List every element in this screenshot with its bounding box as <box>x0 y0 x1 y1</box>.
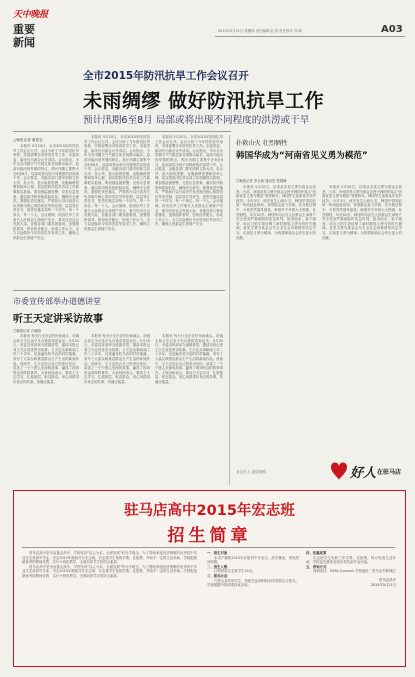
ad-title: 招生简章 <box>167 526 252 546</box>
ad-details-col-1: 一、招生对象 本市户籍的2015年应届初中毕业生，品学兼优，家庭经济困难。 二、招生人数 计划招收宏志班学生50名。 三、报名办法 凡符合条件的学生，持相关证明材料到学校招生办报名，学校根据中招成绩择优录取。 <box>207 551 299 588</box>
good-people-logo <box>323 458 407 486</box>
sidebar-kicker: 扑救山火 壮烈牺牲 <box>236 140 288 147</box>
second-kicker: 市委宣传部举办道德讲堂 <box>13 297 101 306</box>
masthead-logo <box>13 7 61 21</box>
ad-rule <box>22 547 395 548</box>
lead-subhead: 预计汛期6至8月 局部或将出现不同程度的洪涝或干旱 <box>83 115 310 126</box>
sidebar-body-col-2: 本报讯 5月20日，记者从市见义勇为基金会获悉，日前，河南省见义勇为基金会授予韩国华同志“河南省见义勇为模范”荣誉称号。韩国华生前系某乡村护林员。今年3月，该乡发生山林火灾，韩国华得知后第一时间赶赴现场，带领群众奋力扑救。在扑救过程中，火势突然借风蔓延，韩国华不幸被大火围困，壮烈牺牲，年仅52岁。韩国华同志在人民群众生命财产安全受到严重威胁的危急时刻，挺身而出，奋不顾身，用自己的生命诠释了新时期见义勇为的时代精神。省见义勇为基金会号召全社会向韩国华同志学习，弘扬见义勇为精神，为构建和谐社会作出更大的贡献。 <box>322 185 402 240</box>
section-label: 重要 新闻 <box>13 23 35 49</box>
lead-kicker: 全市2015年防汛抗旱工作会议召开 <box>83 70 249 82</box>
second-body-col-2: 本报讯 每天行走在农村田间地头，用镜头和文字记录平凡百姓的喜怒哀乐。5月20日，市委宣传部举办道德讲堂，邀请本报记者王天定讲述采访故事。王天定从事新闻工作二十多年，足迹遍布驻马店的村村落落，采写了大量反映基层群众生产生活的新闻作品。讲座中，王天定结合自己的采访经历，讲述了一个个感人至深的故事，赢得了现场听众的阵阵掌声。大家纷纷表示，要向王天定学习，扎根基层，贴近群众，用心用情讲好身边的故事，传播正能量。 <box>84 334 150 384</box>
second-headline: 听王天定讲采访故事 <box>13 314 103 325</box>
sidebar-byline: □晚报记者 李玉茹 通讯员 张国峰 <box>236 179 287 183</box>
ad-intro: 驻马店高中是市直重点高中，学校坚持“以人为本，全面发展”的办学理念，为了帮助家庭经济困难的优秀初中毕业生完成高中学业，决定2015年继续开办宏志班。宏志班学生免收学费、住宿费，并给予一定的生活补助，学校配备最优秀的教师任教，实行小班化教学，全面培养学生的综合素质。 驻马店高中是市直重点高中，学校坚持“以人为本，全面发展”的办学理念，为了帮助家庭经济困难的优秀初中毕业生完成高中学业，决定2015年继续开办宏志班。宏志班学生免收学费、住宿费，并给予一定的生活补助，学校配备最优秀的教师任教，实行小班化教学，全面培养学生的综合素质。 <box>22 551 197 578</box>
second-body-col-1: 本报讯 每天行走在农村田间地头，用镜头和文字记录平凡百姓的喜怒哀乐。5月20日，市委宣传部举办道德讲堂，邀请本报记者王天定讲述采访故事。王天定从事新闻工作二十多年，足迹遍布驻马店的村村落落，采写了大量反映基层群众生产生活的新闻作品。讲座中，王天定结合自己的采访经历，讲述了一个个感人至深的故事，赢得了现场听众的阵阵掌声。大家纷纷表示，要向王天定学习，扎根基层，贴近群众，用心用情讲好身边的故事，传播正能量。 <box>13 334 79 384</box>
sidebar-body-col-1: 本报讯 5月20日，记者从市见义勇为基金会获悉，日前，河南省见义勇为基金会授予韩国华同志“河南省见义勇为模范”荣誉称号。韩国华生前系某乡村护林员。今年3月，该乡发生山林火灾，韩国华得知后第一时间赶赴现场，带领群众奋力扑救。在扑救过程中，火势突然借风蔓延，韩国华不幸被大火围困，壮烈牺牲，年仅52岁。韩国华同志在人民群众生命财产安全受到严重威胁的危急时刻，挺身而出，奋不顾身，用自己的生命诠释了新时期见义勇为的时代精神。省见义勇为基金会号召全社会向韩国华同志学习，弘扬见义勇为精神，为构建和谐社会作出更大的贡献。 <box>236 185 316 240</box>
logo-text: 好人 <box>350 466 377 481</box>
lead-headline: 未雨绸缪 做好防汛抗旱工作 <box>83 90 325 112</box>
logo-suffix: 在驻马店 <box>377 469 402 476</box>
second-story-top-rule <box>13 290 225 291</box>
ad-school-title: 驻马店高中2015年宏志班 <box>124 503 295 519</box>
good-people-caption: 身边好人 道德楷模 <box>236 470 266 474</box>
lead-body-col-2: 本报讯 5月20日，全市2015年防汛抗旱工作会议召开。会议分析了今年防汛抗旱形势，安排部署全市防汛抗旱工作。市委常委、副市长出席会议并讲话。会议指出，今年全市汛期天气气候总体呈现降水偏多、局部可能出现旱情的特点，预计汛期主要集中在6至8月，局部或将出现不同程度的洪涝或干旱。会议要求，各级各部门要牢固树立防大汛、抗大旱、抢大险的思想，克服麻痹思想和侥幸心理，切实把防汛抗旱各项工作抓紧抓实抓细。要加强监测预警，完善应急预案，落实防汛物资和抢险队伍，确保安全度汛。要强化责任落实，严格执行以行政首长负责制为核心的防汛抗旱责任制，层层签订责任书，把责任落实到每一个环节、每一个岗位、每一个人。会议强调，防汛抗旱工作事关人民群众生命财产安全，事关经济社会发展大局，各级各部门要高度重视，加强组织领导，密切协作配合，形成工作合力，全力以赴做好今年防汛抗旱各项工作，确保人民群众生命财产安全。 <box>84 135 150 231</box>
header-rule <box>215 36 405 37</box>
sidebar-headline: 韩国华成为“河南省见义勇为模范” <box>236 151 368 161</box>
ad-details-col-2: 四、优惠政策 宏志班学生免收三年学费、住宿费，每月发放生活补助，学校优先推荐参加各类奖助学金评选。 五、咨询方式 咨询电话：0396-2xxxxxx 学校地址：驻马店市驿城区 驻马店高中 2015年5月21日 <box>306 551 396 587</box>
recruitment-ad <box>13 490 406 667</box>
page-number: A03 <box>381 24 403 35</box>
second-body-col-3: 本报讯 每天行走在农村田间地头，用镜头和文字记录平凡百姓的喜怒哀乐。5月20日，市委宣传部举办道德讲堂，邀请本报记者王天定讲述采访故事。王天定从事新闻工作二十多年，足迹遍布驻马店的村村落落，采写了大量反映基层群众生产生活的新闻作品。讲座中，王天定结合自己的采访经历，讲述了一个个感人至深的故事，赢得了现场听众的阵阵掌声。大家纷纷表示，要向王天定学习，扎根基层，贴近群众，用心用情讲好身边的故事，传播正能量。 <box>155 334 223 384</box>
ad-signature: 驻马店高中 2015年5月21日 <box>370 577 396 587</box>
lead-byline: □晚报记者 谢震亚 <box>13 138 43 142</box>
second-byline: □晚报记者 卢晓阳 <box>13 329 42 333</box>
lead-body-col-3: 本报讯 5月20日，全市2015年防汛抗旱工作会议召开。会议分析了今年防汛抗旱形势，安排部署全市防汛抗旱工作。市委常委、副市长出席会议并讲话。会议指出，今年全市汛期天气气候总体呈现降水偏多、局部可能出现旱情的特点，预计汛期主要集中在6至8月，局部或将出现不同程度的洪涝或干旱。会议要求，各级各部门要牢固树立防大汛、抗大旱、抢大险的思想，克服麻痹思想和侥幸心理，切实把防汛抗旱各项工作抓紧抓实抓细。要加强监测预警，完善应急预案，落实防汛物资和抢险队伍，确保安全度汛。要强化责任落实，严格执行以行政首长负责制为核心的防汛抗旱责任制，层层签订责任书，把责任落实到每一个环节、每一个岗位、每一个人。会议强调，防汛抗旱工作事关人民群众生命财产安全，事关经济社会发展大局，各级各部门要高度重视，加强组织领导，密切协作配合，形成工作合力，全力以赴做好今年防汛抗旱各项工作，确保人民群众生命财产安全。 <box>155 135 223 227</box>
lead-rule <box>13 131 231 132</box>
lead-body-col-1: 本报讯 5月20日，全市2015年防汛抗旱工作会议召开。会议分析了今年防汛抗旱形势，安排部署全市防汛抗旱工作。市委常委、副市长出席会议并讲话。会议指出，今年全市汛期天气气候总体呈现降水偏多、局部可能出现旱情的特点，预计汛期主要集中在6至8月，局部或将出现不同程度的洪涝或干旱。会议要求，各级各部门要牢固树立防大汛、抗大旱、抢大险的思想，克服麻痹思想和侥幸心理，切实把防汛抗旱各项工作抓紧抓实抓细。要加强监测预警，完善应急预案，落实防汛物资和抢险队伍，确保安全度汛。要强化责任落实，严格执行以行政首长负责制为核心的防汛抗旱责任制，层层签订责任书，把责任落实到每一个环节、每一个岗位、每一个人。会议强调，防汛抗旱工作事关人民群众生命财产安全，事关经济社会发展大局，各级各部门要高度重视，加强组织领导，密切协作配合，形成工作合力，全力以赴做好今年防汛抗旱各项工作，确保人民群众生命财产安全。 <box>13 144 79 240</box>
brand-name: 天中晚报 <box>13 10 48 20</box>
column-divider <box>229 135 230 485</box>
date-line: 2015年5月21日 星期四 责任编辑 赵 青 责任校对 冯 颖 <box>218 29 302 33</box>
